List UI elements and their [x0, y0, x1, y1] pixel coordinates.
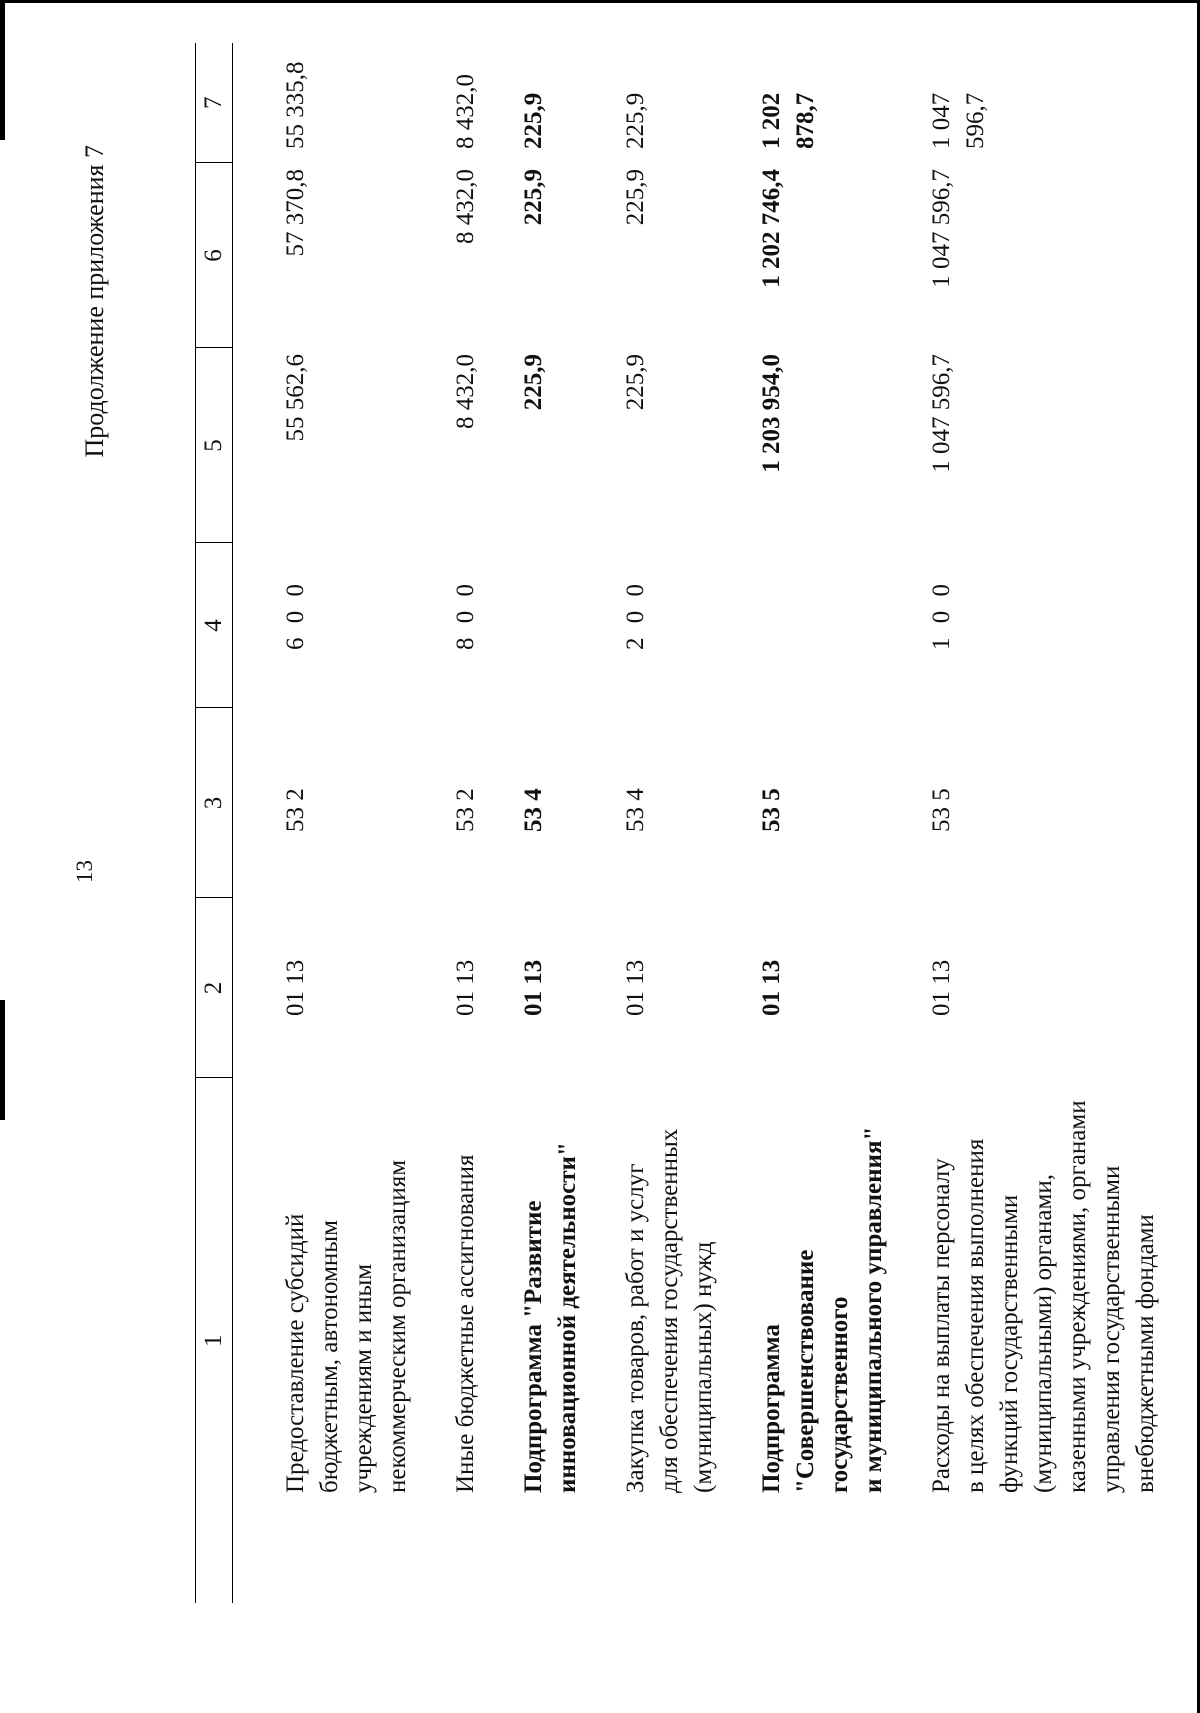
- section-code: 01 13: [520, 959, 547, 1016]
- row-name-line: внебюджетными фондами: [1132, 1214, 1159, 1493]
- expense-type-code: 8 0 0: [452, 580, 479, 650]
- amount-col-5: 1 047 596,7: [928, 354, 955, 473]
- section-code: 01 13: [928, 959, 955, 1016]
- header-col-7: 7: [196, 43, 233, 163]
- row-name: [755, 1078, 925, 1603]
- header-col-2: 2: [196, 898, 233, 1078]
- target-code: 53 2: [282, 788, 309, 832]
- row-name: [619, 1078, 755, 1603]
- header-col-3: 3: [196, 708, 233, 898]
- table-row: [449, 43, 517, 1603]
- amount-col-5: 1 203 954,0: [758, 354, 785, 473]
- header-col-1: 1: [196, 1078, 233, 1603]
- row-name-line: некоммерческим организациям: [384, 1159, 411, 1493]
- expense-type-code: 6 0 0: [282, 580, 309, 650]
- continuation-note: Продолжение приложения 7: [80, 145, 109, 458]
- table-row: [279, 43, 449, 1603]
- row-name-line: функций государственными: [996, 1194, 1023, 1493]
- row-name-line: бюджетным, автономным: [316, 1220, 343, 1493]
- row-name-line: (муниципальных) нужд: [690, 1241, 717, 1493]
- amount-col-7: 1 047 596,7: [928, 92, 989, 149]
- amount-col-7: 225,9: [622, 92, 649, 149]
- expense-type-code: [517, 543, 619, 708]
- amount-col-6: 225,9: [622, 169, 649, 226]
- amount-col-7: 225,9: [520, 92, 547, 149]
- table-header: [196, 43, 233, 1603]
- table-row: [925, 43, 1197, 1603]
- target-code: 53 2: [452, 788, 479, 832]
- target-code: 53 5: [928, 788, 955, 832]
- section-code: 01 13: [758, 959, 785, 1016]
- row-name-line: Подпрограмма: [758, 1324, 785, 1493]
- row-name-line: инновационной деятельности": [554, 1142, 581, 1493]
- table-body: [233, 43, 1198, 1603]
- row-name: [517, 1078, 619, 1603]
- amount-col-7: 1 202 878,7: [758, 92, 819, 149]
- expense-type-code: [755, 543, 925, 708]
- header-col-6: 6: [196, 163, 233, 348]
- row-name: [279, 1078, 449, 1603]
- row-name-line: казенными учреждениями, органами: [1064, 1100, 1091, 1493]
- row-name: [925, 1078, 1197, 1603]
- target-code: 53 4: [520, 788, 547, 832]
- row-name-line: государственного: [826, 1296, 853, 1493]
- amount-col-5: 225,9: [622, 354, 649, 411]
- table-row: [517, 43, 619, 1603]
- target-code: 53 5: [758, 788, 785, 832]
- header-col-4: 4: [196, 543, 233, 708]
- amount-col-5: 225,9: [520, 354, 547, 411]
- row-name-line: учреждениям и иным: [350, 1263, 377, 1493]
- expense-type-code: 2 0 0: [622, 580, 649, 650]
- row-name-line: Предоставление субсидий: [282, 1213, 309, 1493]
- table-row: [619, 43, 755, 1603]
- amount-col-7: 8 432,0: [452, 74, 479, 149]
- amount-col-6: 8 432,0: [452, 169, 479, 244]
- header-col-5: 5: [196, 348, 233, 543]
- row-name-line: "Совершенствование: [792, 1249, 819, 1493]
- section-code: 01 13: [452, 959, 479, 1016]
- row-name: [449, 1078, 517, 1603]
- amount-col-6: 1 047 596,7: [928, 169, 955, 288]
- row-name-line: Иные бюджетные ассигнования: [452, 1154, 479, 1493]
- row-name-line: Расходы на выплаты персоналу: [928, 1158, 955, 1493]
- amount-col-6: 57 370,8: [282, 169, 309, 257]
- target-code: 53 4: [622, 788, 649, 832]
- budget-table: [195, 43, 1197, 1603]
- row-name-line: для обеспечения государственных: [656, 1128, 683, 1493]
- amount-col-6: 225,9: [520, 169, 547, 226]
- amount-col-7: 55 335,8: [282, 61, 309, 149]
- row-name-line: Закупка товаров, работ и услуг: [622, 1163, 649, 1493]
- row-name-line: Подпрограмма "Развитие: [520, 1200, 547, 1493]
- row-name-line: и муниципального управления": [860, 1126, 887, 1493]
- section-code: 01 13: [622, 959, 649, 1016]
- row-name-line: управления государственными: [1098, 1165, 1125, 1493]
- amount-col-5: 8 432,0: [452, 354, 479, 429]
- expense-type-code: 1 0 0: [928, 580, 955, 650]
- row-name-line: в целях обеспечения выполнения: [962, 1138, 989, 1493]
- page-number: 13: [72, 860, 97, 883]
- section-code: 01 13: [282, 959, 309, 1016]
- amount-col-6: 1 202 746,4: [758, 169, 785, 288]
- table-row: [755, 43, 925, 1603]
- amount-col-5: 55 562,6: [282, 354, 309, 442]
- row-name-line: (муниципальными) органами,: [1030, 1174, 1057, 1493]
